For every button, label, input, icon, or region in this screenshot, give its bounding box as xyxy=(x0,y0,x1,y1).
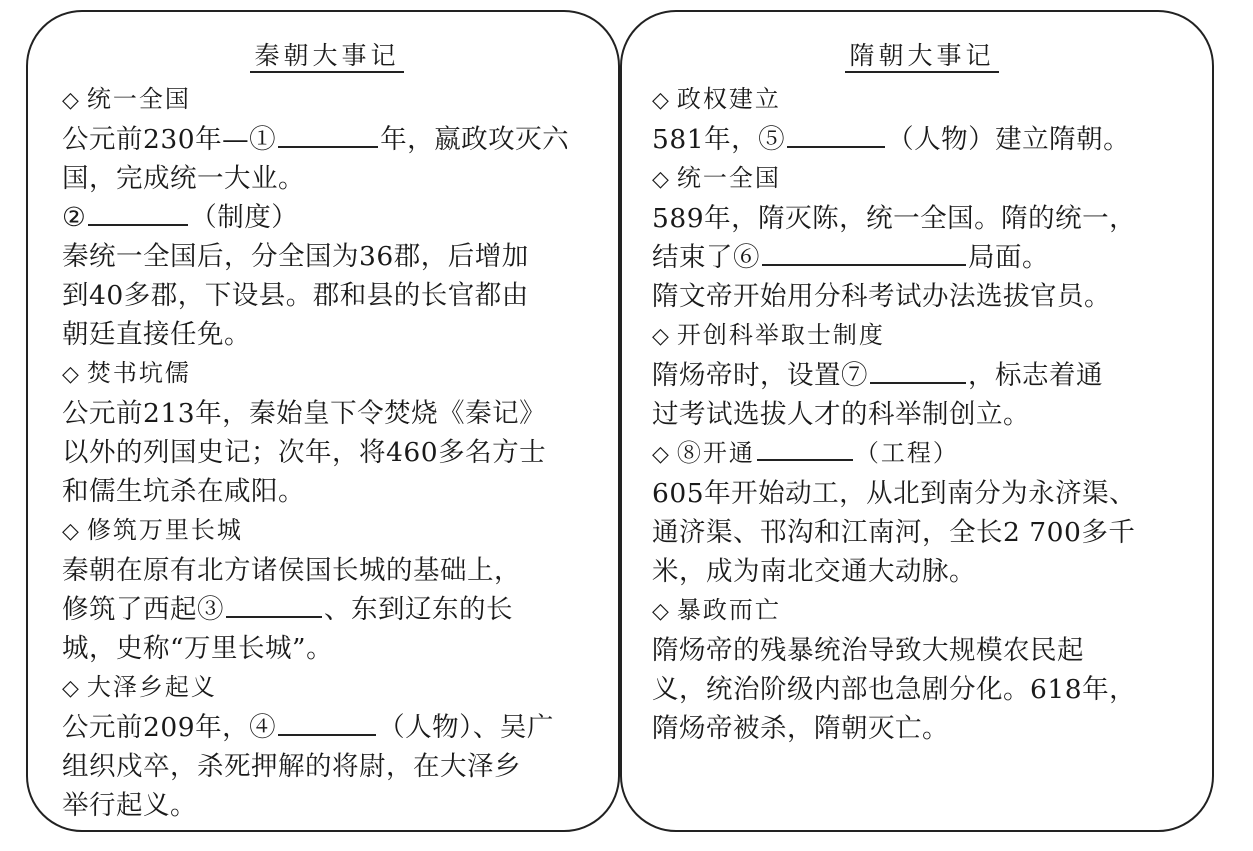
qin-events-panel xyxy=(26,10,620,832)
text-line: 结束了⑥ 局面。 xyxy=(652,242,1049,273)
diamond-outline-icon: ◇ xyxy=(62,88,81,113)
text-line: 公元前230年—① 年，嬴政攻灭六 xyxy=(62,124,570,155)
sui-events-panel xyxy=(620,10,1214,832)
qin-heading-great-wall: ◇ 修筑万里长城 xyxy=(62,511,592,551)
text-line: 以外的列国史记；次年，将460多名方士 xyxy=(62,437,547,468)
qin-panel-title: 秦朝大事记 xyxy=(62,38,592,74)
text-line: 米，成为南北交通大动脉。 xyxy=(652,556,976,587)
text-line: 隋炀帝时，设置⑦ ，标志着通 xyxy=(652,360,1103,391)
text-line: 和儒生坑杀在咸阳。 xyxy=(62,476,305,507)
diamond-outline-icon: ◇ xyxy=(62,676,81,701)
blank-8-input[interactable] xyxy=(757,435,853,461)
text-line: 组织戍卒，杀死押解的将尉，在大泽乡 xyxy=(62,751,521,782)
text-line: 秦朝在原有北方诸侯国长城的基础上， xyxy=(62,555,521,586)
text-line: 605年开始动工，从北到南分为永济渠、 xyxy=(652,478,1137,509)
diamond-outline-icon: ◇ xyxy=(652,324,671,349)
text-line: 城，史称“万里长城”。 xyxy=(62,633,334,664)
text-line: 朝廷直接任免。 xyxy=(62,319,251,350)
text-line: 公元前213年，秦始皇下令焚烧《秦记》 xyxy=(62,398,547,429)
text-line: 隋炀帝的残暴统治导致大规模农民起 xyxy=(652,635,1084,666)
diamond-outline-icon: ◇ xyxy=(62,519,81,544)
text-line: 公元前209年，④ （人物）、吴广 xyxy=(62,712,554,743)
text-line: 581年，⑤ （人物）建立隋朝。 xyxy=(652,124,1131,155)
diamond-outline-icon: ◇ xyxy=(652,167,671,192)
sui-heading-fall: ◇ 暴政而亡 xyxy=(652,591,1192,631)
blank-7-input[interactable] xyxy=(870,358,966,384)
text-line: 通济渠、邗沟和江南河，全长2 700多千 xyxy=(652,517,1136,548)
text-line: 义，统治阶级内部也急剧分化。618年， xyxy=(652,674,1137,705)
text-line: ② （制度） xyxy=(62,202,299,233)
blank-2-input[interactable] xyxy=(88,200,188,226)
sui-heading-canal: ◇ ⑧开通 （工程） xyxy=(652,434,1192,474)
text-line: 秦统一全国后，分全国为36郡，后增加 xyxy=(62,241,529,272)
diamond-outline-icon: ◇ xyxy=(652,599,671,624)
sui-heading-keju: ◇ 开创科举取士制度 xyxy=(652,316,1192,356)
diamond-outline-icon: ◇ xyxy=(652,88,671,113)
qin-heading-dazexiang: ◇ 大泽乡起义 xyxy=(62,668,592,708)
blank-6-input[interactable] xyxy=(762,240,966,266)
text-line: 举行起义。 xyxy=(62,790,197,821)
sui-heading-founding: ◇ 政权建立 xyxy=(652,80,1192,120)
sui-heading-unify: ◇ 统一全国 xyxy=(652,159,1192,199)
qin-heading-unify: ◇ 统一全国 xyxy=(62,80,592,120)
text-line: 隋文帝开始用分科考试办法选拔官员。 xyxy=(652,281,1111,312)
sui-panel-title: 隋朝大事记 xyxy=(652,38,1192,74)
text-line: 589年，隋灭陈，统一全国。隋的统一， xyxy=(652,203,1137,234)
text-line: 国，完成统一大业。 xyxy=(62,163,305,194)
text-line: 修筑了西起③ 、东到辽东的长 xyxy=(62,594,513,625)
diamond-outline-icon: ◇ xyxy=(62,362,81,387)
blank-4-input[interactable] xyxy=(278,710,376,736)
blank-3-input[interactable] xyxy=(226,592,322,618)
qin-heading-book-burning: ◇ 焚书坑儒 xyxy=(62,354,592,394)
text-line: 隋炀帝被杀，隋朝灭亡。 xyxy=(652,713,949,744)
text-line: 到40多郡，下设县。郡和县的长官都由 xyxy=(62,280,529,311)
diamond-outline-icon: ◇ xyxy=(652,442,671,467)
blank-1-input[interactable] xyxy=(278,122,378,148)
blank-5-input[interactable] xyxy=(787,122,885,148)
text-line: 过考试选拔人才的科举制创立。 xyxy=(652,399,1030,430)
